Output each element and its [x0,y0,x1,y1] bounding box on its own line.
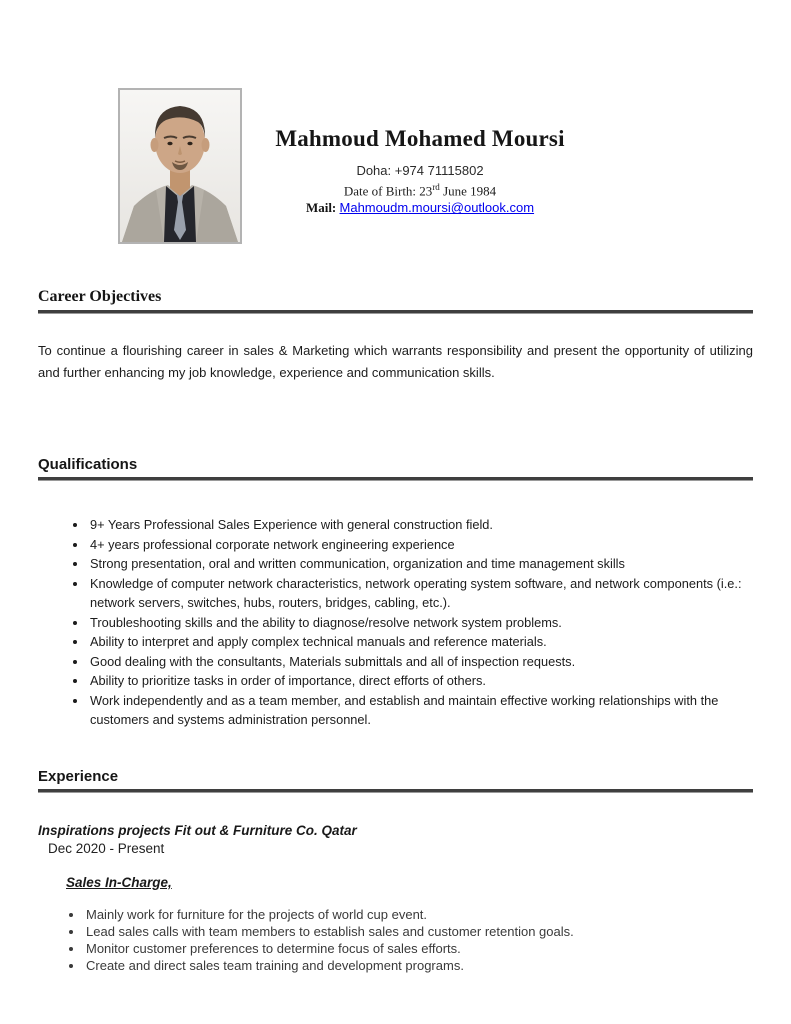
section-divider [38,477,753,481]
section-career-objectives [38,288,753,384]
list-item: • Work independently and as a team member, and establish and maintain effective working relationships with the customers and systems administration personnel. [88,691,753,730]
list-item: • Create and direct sales team training and development programs. [84,957,753,974]
list-item: • Monitor customer preferences to determine focus of sales efforts. [84,940,753,957]
job-title: Sales In-Charge, [66,874,172,890]
person-name: Mahmoud Mohamed Moursi [275,126,565,151]
employment-period: Dec 2020 - Present [48,840,165,856]
list-item: • Knowledge of computer network characteristics, network operating system software, and network components (i.e.: network servers, switches, hubs, routers, bridges, cabling, etc.). [88,574,753,613]
dob-prefix: Date of Birth: 23 [343,183,433,199]
dob-suffix: June 1984 [439,183,497,199]
qualifications-list [38,515,753,730]
mail-line [260,199,580,216]
list-item: • Mainly work for furniture for the projects of world cup event. [84,906,753,923]
dob-ordinal: rd [432,182,440,192]
career-objectives-text: To continue a flourishing career in sales & Marketing which warrants responsibility and present the opportunity of utilizing and further enhancing my job knowledge, experience and communication skills. [38,343,753,380]
portrait-illustration [120,90,240,242]
section-experience [38,768,753,974]
experience-heading: Experience [38,767,119,785]
mail-label: Mail: [305,200,337,216]
list-item: • 9+ Years Professional Sales Experience with general construction field. [88,515,753,535]
employer-name: Inspirations projects Fit out & Furniture Co. Qatar [38,822,357,838]
section-divider [38,310,753,314]
list-item: • Strong presentation, oral and written communication, organization and time management skills [88,554,753,574]
phone-line: Doha: +974 71115802 [356,163,484,178]
list-item: • Ability to prioritize tasks in order of importance, direct efforts of others. [88,671,753,691]
profile-photo [118,88,242,244]
list-item: • 4+ years professional corporate network engineering experience [88,535,753,555]
career-objectives-heading: Career Objectives [38,288,162,305]
list-item: • Ability to interpret and apply complex technical manuals and reference materials. [88,632,753,652]
resume-header [38,88,753,244]
list-item: • Lead sales calls with team members to establish sales and customer retention goals. [84,923,753,940]
email-link[interactable]: Mahmoudm.moursi@outlook.com [339,200,535,216]
section-qualifications [38,456,753,730]
duties-list [38,906,753,974]
contact-block [260,162,580,216]
list-item: • Troubleshooting skills and the ability to diagnose/resolve network system problems. [88,613,753,633]
list-item: • Good dealing with the consultants, Materials submittals and all of inspection requests. [88,652,753,672]
header-text-block [260,88,580,216]
resume-content [0,88,791,974]
section-divider [38,789,753,793]
qualifications-heading: Qualifications [38,456,138,473]
date-of-birth-line [260,179,580,199]
